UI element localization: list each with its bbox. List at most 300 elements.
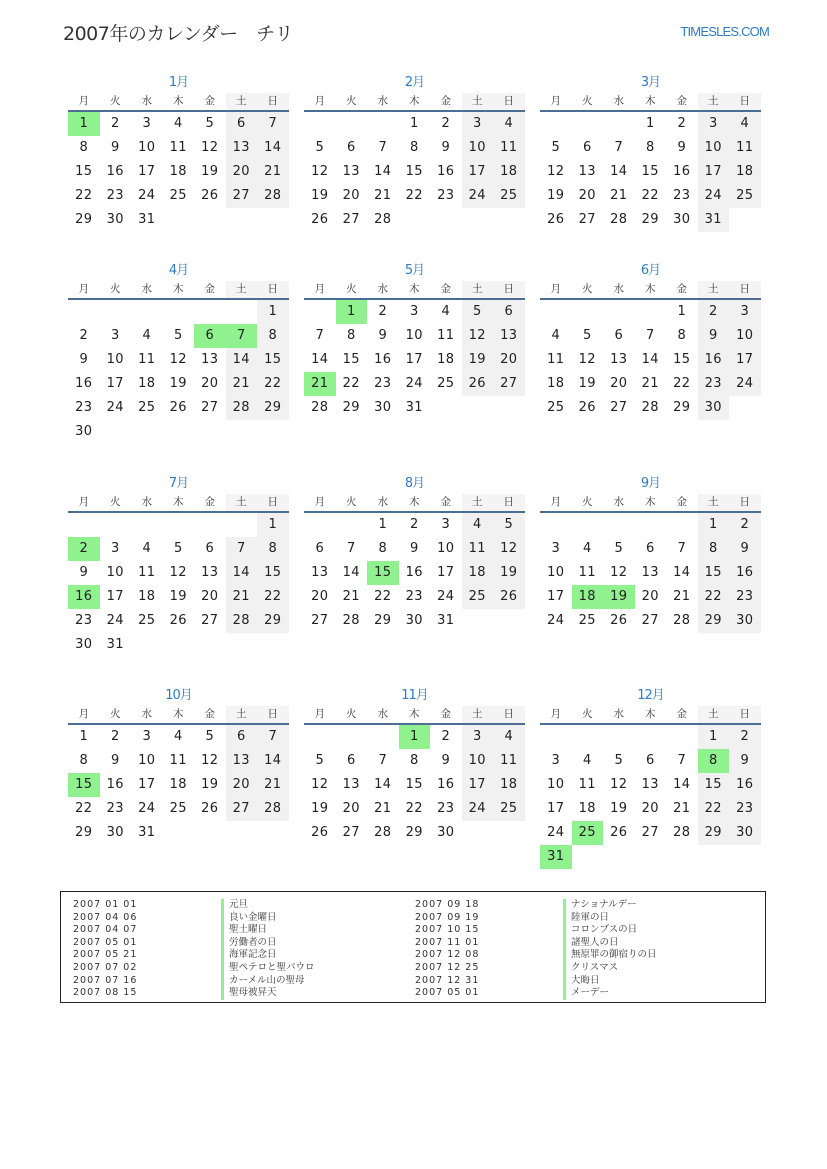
- day-cell: 24: [462, 797, 494, 821]
- day-cell: 15: [405, 777, 423, 792]
- weekday-label: 月: [314, 95, 325, 107]
- day-cell: 21: [257, 160, 289, 184]
- weekday-label: 木: [173, 496, 184, 508]
- day-cell: 24: [138, 801, 156, 816]
- day-cell: 1: [378, 517, 388, 532]
- day-cell: 23: [405, 589, 423, 604]
- weekday-label: 木: [409, 708, 420, 720]
- day-cell: 6: [205, 541, 215, 556]
- day-cell: 10: [547, 777, 565, 792]
- day-cell: 27: [641, 825, 659, 840]
- day-cell: 1: [409, 116, 419, 131]
- holiday-day: 21: [304, 372, 336, 396]
- holiday-name: 海軍記念日: [221, 949, 315, 962]
- empty-cell: [68, 300, 100, 324]
- day-cell: 22: [374, 589, 392, 604]
- day-cell: 12: [201, 753, 219, 768]
- day-cell: 9: [441, 140, 451, 155]
- day-cell: 1: [257, 513, 289, 537]
- day-cell: 13: [641, 777, 659, 792]
- weekday-label: 水: [613, 708, 624, 720]
- day-cell: 11: [493, 136, 525, 160]
- holiday-name: 良い金曜日: [221, 912, 315, 925]
- day-cell: 13: [201, 565, 219, 580]
- weekday-label: 金: [440, 708, 451, 720]
- holiday-name: 聖ペテロと聖パウロ: [221, 962, 315, 975]
- day-cell: 12: [169, 565, 187, 580]
- day-cell: 27: [610, 400, 628, 415]
- day-grid: [540, 513, 761, 633]
- day-cell: 22: [405, 801, 423, 816]
- day-cell: 19: [462, 348, 494, 372]
- day-grid: [540, 300, 761, 420]
- day-cell: 5: [614, 753, 624, 768]
- day-cell: 3: [551, 753, 561, 768]
- weekday-label: 月: [314, 283, 325, 295]
- holiday-day: 6: [194, 324, 226, 348]
- day-cell: 29: [698, 609, 730, 633]
- day-cell: 16: [405, 565, 423, 580]
- day-cell: 12: [311, 164, 329, 179]
- day-cell: 30: [106, 212, 124, 227]
- weekday-label: 月: [78, 708, 89, 720]
- weekday-header: [304, 281, 525, 300]
- holiday-name: メーデー: [563, 987, 657, 1000]
- day-cell: 26: [201, 801, 219, 816]
- day-cell: 7: [378, 753, 388, 768]
- day-cell: 29: [257, 396, 289, 420]
- day-cell: 2: [409, 517, 419, 532]
- day-cell: 30: [729, 821, 761, 845]
- day-cell: 28: [673, 825, 691, 840]
- empty-cell: [336, 725, 368, 749]
- day-cell: 5: [173, 328, 183, 343]
- weekday-header: [68, 706, 289, 725]
- day-cell: 30: [374, 400, 392, 415]
- day-cell: 20: [578, 188, 596, 203]
- day-cell: 29: [641, 212, 659, 227]
- day-cell: 13: [226, 136, 258, 160]
- weekday-label: 金: [440, 95, 451, 107]
- weekday-header: [540, 281, 761, 300]
- empty-cell: [572, 300, 604, 324]
- day-cell: 2: [378, 304, 388, 319]
- weekday-label: 木: [173, 95, 184, 107]
- day-cell: 21: [374, 188, 392, 203]
- empty-cell: [367, 112, 399, 136]
- day-cell: 7: [257, 725, 289, 749]
- day-grid: [540, 112, 761, 232]
- weekday-label: 水: [141, 496, 152, 508]
- day-cell: 20: [226, 160, 258, 184]
- weekday-label: 土: [462, 494, 494, 511]
- weekday-label: 日: [729, 494, 761, 511]
- day-cell: 3: [110, 328, 120, 343]
- day-cell: 8: [257, 537, 289, 561]
- weekday-label: 土: [698, 93, 730, 110]
- day-cell: 18: [437, 352, 455, 367]
- weekday-label: 日: [257, 494, 289, 511]
- holiday-day: 31: [540, 845, 572, 869]
- holiday-name: 諸聖人の日: [563, 937, 657, 950]
- weekday-label: 火: [110, 283, 121, 295]
- month-name: 9月: [640, 476, 661, 491]
- weekday-label: 日: [257, 93, 289, 110]
- empty-cell: [68, 513, 100, 537]
- month-block: [304, 261, 525, 420]
- day-cell: 25: [138, 400, 156, 415]
- weekday-label: 日: [729, 93, 761, 110]
- day-cell: 19: [547, 188, 565, 203]
- day-cell: 4: [173, 729, 183, 744]
- day-cell: 19: [578, 376, 596, 391]
- day-cell: 18: [493, 160, 525, 184]
- month-block: [304, 73, 525, 232]
- day-cell: 3: [698, 112, 730, 136]
- day-cell: 11: [169, 140, 187, 155]
- day-cell: 21: [673, 801, 691, 816]
- day-cell: 1: [677, 304, 687, 319]
- day-cell: 6: [346, 753, 356, 768]
- day-cell: 5: [614, 541, 624, 556]
- weekday-label: 金: [204, 708, 215, 720]
- weekday-label: 金: [440, 283, 451, 295]
- day-cell: 23: [437, 188, 455, 203]
- day-cell: 23: [374, 376, 392, 391]
- day-cell: 21: [641, 376, 659, 391]
- day-cell: 8: [677, 328, 687, 343]
- weekday-header: [304, 494, 525, 513]
- day-cell: 12: [169, 352, 187, 367]
- day-cell: 6: [493, 300, 525, 324]
- empty-cell: [194, 300, 226, 324]
- day-cell: 28: [342, 613, 360, 628]
- day-cell: 6: [346, 140, 356, 155]
- day-cell: 4: [582, 541, 592, 556]
- weekday-label: 土: [462, 281, 494, 298]
- holiday-day: 25: [572, 821, 604, 845]
- day-cell: 27: [641, 613, 659, 628]
- day-cell: 12: [547, 164, 565, 179]
- holiday-day: 16: [68, 585, 100, 609]
- day-cell: 25: [729, 184, 761, 208]
- day-cell: 21: [342, 589, 360, 604]
- weekday-label: 火: [582, 95, 593, 107]
- day-cell: 15: [257, 348, 289, 372]
- empty-cell: [540, 513, 572, 537]
- holiday-day: 8: [698, 749, 730, 773]
- day-cell: 28: [257, 184, 289, 208]
- weekday-label: 火: [582, 496, 593, 508]
- day-cell: 31: [437, 613, 455, 628]
- day-cell: 26: [610, 613, 628, 628]
- month-block: [68, 686, 289, 845]
- holiday-names-left: [221, 899, 315, 1000]
- weekday-label: 金: [204, 496, 215, 508]
- day-cell: 17: [138, 164, 156, 179]
- day-cell: 16: [75, 376, 93, 391]
- day-cell: 17: [106, 589, 124, 604]
- month-name: 10月: [165, 688, 192, 703]
- weekday-label: 土: [698, 706, 730, 723]
- day-cell: 10: [462, 749, 494, 773]
- day-cell: 21: [226, 585, 258, 609]
- day-cell: 15: [75, 164, 93, 179]
- day-cell: 3: [462, 725, 494, 749]
- site-logo[interactable]: TIMESLES.COM: [680, 24, 769, 39]
- empty-cell: [304, 112, 336, 136]
- weekday-label: 土: [698, 281, 730, 298]
- day-cell: 24: [106, 400, 124, 415]
- day-grid: [68, 725, 289, 845]
- weekday-label: 月: [78, 496, 89, 508]
- month-block: [304, 686, 525, 845]
- day-cell: 4: [729, 112, 761, 136]
- day-cell: 17: [462, 773, 494, 797]
- weekday-label: 木: [409, 95, 420, 107]
- day-cell: 31: [138, 212, 156, 227]
- day-cell: 14: [641, 352, 659, 367]
- day-cell: 2: [729, 513, 761, 537]
- day-cell: 22: [342, 376, 360, 391]
- empty-cell: [336, 112, 368, 136]
- day-cell: 4: [582, 753, 592, 768]
- day-cell: 20: [201, 376, 219, 391]
- day-cell: 9: [110, 140, 120, 155]
- day-cell: 15: [257, 561, 289, 585]
- holiday-name: 元旦: [221, 899, 315, 912]
- day-cell: 6: [315, 541, 325, 556]
- day-cell: 26: [462, 372, 494, 396]
- day-grid: [304, 112, 525, 232]
- weekday-label: 水: [377, 496, 388, 508]
- empty-cell: [540, 300, 572, 324]
- weekday-label: 月: [550, 496, 561, 508]
- empty-cell: [304, 725, 336, 749]
- day-cell: 8: [409, 753, 419, 768]
- weekday-label: 木: [645, 283, 656, 295]
- day-cell: 28: [673, 613, 691, 628]
- holiday-name: コロンブスの日: [563, 924, 657, 937]
- day-cell: 24: [547, 825, 565, 840]
- day-cell: 27: [226, 184, 258, 208]
- day-cell: 20: [311, 589, 329, 604]
- day-cell: 9: [110, 753, 120, 768]
- day-cell: 11: [578, 777, 596, 792]
- weekday-label: 火: [346, 283, 357, 295]
- weekday-label: 火: [346, 496, 357, 508]
- day-cell: 3: [142, 729, 152, 744]
- empty-cell: [163, 513, 195, 537]
- holiday-date: 2007 07 16: [73, 974, 138, 986]
- holiday-name: カーメル山の聖母: [221, 975, 315, 988]
- day-cell: 18: [138, 589, 156, 604]
- day-cell: 18: [169, 164, 187, 179]
- weekday-label: 金: [676, 95, 687, 107]
- day-cell: 22: [75, 801, 93, 816]
- day-cell: 8: [346, 328, 356, 343]
- day-cell: 17: [462, 160, 494, 184]
- day-cell: 10: [729, 324, 761, 348]
- day-cell: 6: [645, 753, 655, 768]
- weekday-header: [540, 494, 761, 513]
- day-cell: 19: [311, 188, 329, 203]
- weekday-label: 土: [698, 494, 730, 511]
- empty-cell: [603, 725, 635, 749]
- weekday-label: 金: [204, 283, 215, 295]
- day-cell: 26: [201, 188, 219, 203]
- day-cell: 10: [405, 328, 423, 343]
- day-cell: 10: [138, 753, 156, 768]
- empty-cell: [603, 513, 635, 537]
- day-cell: 9: [677, 140, 687, 155]
- day-cell: 6: [645, 541, 655, 556]
- weekday-label: 日: [493, 93, 525, 110]
- day-cell: 16: [106, 777, 124, 792]
- month-name: 12月: [637, 688, 664, 703]
- month-block: [68, 261, 289, 444]
- day-cell: 5: [462, 300, 494, 324]
- weekday-label: 水: [377, 708, 388, 720]
- weekday-label: 月: [78, 283, 89, 295]
- day-cell: 19: [201, 777, 219, 792]
- day-cell: 30: [729, 609, 761, 633]
- weekday-label: 土: [226, 706, 258, 723]
- day-cell: 8: [79, 140, 89, 155]
- day-cell: 5: [315, 753, 325, 768]
- day-cell: 13: [493, 324, 525, 348]
- day-cell: 23: [437, 801, 455, 816]
- day-cell: 29: [673, 400, 691, 415]
- day-cell: 3: [142, 116, 152, 131]
- holiday-date: 2007 12 31: [415, 974, 480, 986]
- day-cell: 20: [610, 376, 628, 391]
- day-cell: 28: [226, 396, 258, 420]
- day-cell: 23: [106, 188, 124, 203]
- weekday-label: 木: [645, 708, 656, 720]
- weekday-header: [304, 93, 525, 112]
- holiday-date: 2007 05 21: [73, 949, 138, 961]
- day-cell: 4: [462, 513, 494, 537]
- day-cell: 10: [698, 136, 730, 160]
- day-grid: [68, 513, 289, 657]
- day-cell: 11: [493, 749, 525, 773]
- day-cell: 8: [698, 537, 730, 561]
- day-cell: 25: [578, 613, 596, 628]
- day-cell: 22: [698, 797, 730, 821]
- empty-cell: [666, 725, 698, 749]
- day-cell: 27: [226, 797, 258, 821]
- weekday-label: 土: [226, 93, 258, 110]
- holiday-day: 1: [399, 725, 431, 749]
- holiday-name: 大晦日: [563, 975, 657, 988]
- weekday-label: 水: [613, 95, 624, 107]
- day-cell: 2: [677, 116, 687, 131]
- empty-cell: [635, 300, 667, 324]
- day-cell: 13: [201, 352, 219, 367]
- day-cell: 2: [110, 729, 120, 744]
- weekday-header: [540, 706, 761, 725]
- day-cell: 25: [462, 585, 494, 609]
- day-cell: 14: [342, 565, 360, 580]
- day-cell: 30: [698, 396, 730, 420]
- day-cell: 31: [698, 208, 730, 232]
- day-cell: 12: [462, 324, 494, 348]
- holiday-date: 2007 12 08: [415, 949, 480, 961]
- day-cell: 16: [437, 164, 455, 179]
- holiday-day: 15: [367, 561, 399, 585]
- day-cell: 19: [311, 801, 329, 816]
- day-cell: 12: [578, 352, 596, 367]
- day-cell: 12: [201, 140, 219, 155]
- day-cell: 14: [374, 777, 392, 792]
- month-name: 1月: [168, 75, 189, 90]
- weekday-label: 金: [440, 496, 451, 508]
- weekday-header: [304, 706, 525, 725]
- day-cell: 22: [75, 188, 93, 203]
- weekday-label: 火: [346, 708, 357, 720]
- day-cell: 20: [641, 801, 659, 816]
- holiday-date: 2007 12 25: [415, 961, 480, 973]
- day-cell: 26: [169, 613, 187, 628]
- weekday-label: 日: [493, 281, 525, 298]
- empty-cell: [131, 300, 163, 324]
- month-name: 6月: [640, 263, 661, 278]
- holiday-date: 2007 07 02: [73, 961, 138, 973]
- day-cell: 4: [142, 541, 152, 556]
- day-cell: 31: [138, 825, 156, 840]
- day-cell: 14: [257, 749, 289, 773]
- holiday-date: 2007 05 01: [73, 936, 138, 948]
- day-cell: 7: [378, 140, 388, 155]
- weekday-label: 金: [676, 496, 687, 508]
- weekday-header: [68, 494, 289, 513]
- month-name: 8月: [404, 476, 425, 491]
- weekday-label: 水: [613, 496, 624, 508]
- day-cell: 30: [673, 212, 691, 227]
- day-cell: 23: [729, 797, 761, 821]
- day-cell: 21: [610, 188, 628, 203]
- day-cell: 23: [729, 585, 761, 609]
- holiday-name: 陸軍の日: [563, 912, 657, 925]
- day-cell: 20: [342, 188, 360, 203]
- day-cell: 16: [729, 773, 761, 797]
- weekday-label: 木: [645, 496, 656, 508]
- day-cell: 11: [138, 352, 156, 367]
- holiday-day: 18: [572, 585, 604, 609]
- day-cell: 6: [226, 112, 258, 136]
- day-cell: 2: [110, 116, 120, 131]
- holiday-day: 1: [336, 300, 368, 324]
- holiday-date: 2007 04 07: [73, 924, 138, 936]
- day-cell: 7: [315, 328, 325, 343]
- month-name: 11月: [401, 688, 428, 703]
- day-cell: 9: [409, 541, 419, 556]
- day-cell: 16: [374, 352, 392, 367]
- empty-cell: [540, 725, 572, 749]
- day-cell: 26: [493, 585, 525, 609]
- holiday-name: ナショナルデー: [563, 899, 657, 912]
- day-cell: 11: [169, 753, 187, 768]
- empty-cell: [304, 513, 336, 537]
- day-cell: 2: [698, 300, 730, 324]
- page-title: 2007年のカレンダー チリ: [63, 23, 294, 45]
- day-cell: 4: [493, 112, 525, 136]
- day-cell: 14: [311, 352, 329, 367]
- weekday-label: 木: [409, 283, 420, 295]
- day-cell: 10: [437, 541, 455, 556]
- day-cell: 6: [582, 140, 592, 155]
